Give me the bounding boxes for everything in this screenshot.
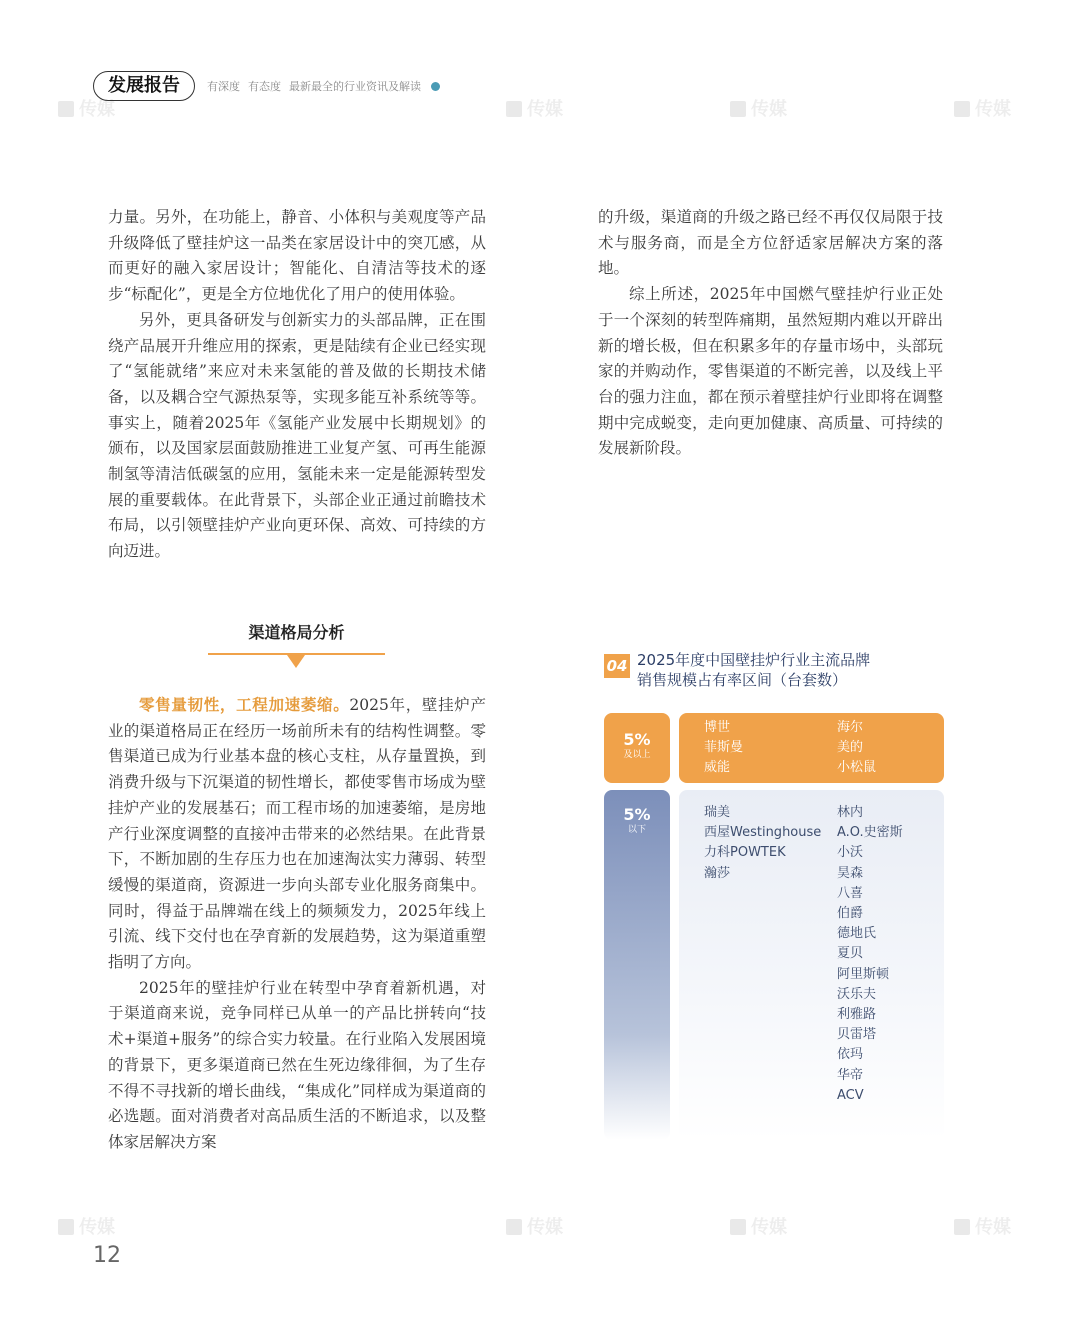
watermark: 传媒: [954, 1213, 1011, 1239]
paragraph: 的升级，渠道商的升级之路已经不再仅仅局限于技术与服务商，而是全方位舒适家居解决方案的落地。: [598, 208, 943, 278]
brand-name: 华帝: [837, 1067, 864, 1083]
brand-list-high-a: [704, 718, 743, 779]
page-number: 12: [93, 1243, 121, 1268]
brand-list-low-b: [837, 803, 903, 1106]
brand-name: 夏贝: [837, 946, 864, 962]
paragraph-body: 2025年，壁挂炉产业的渠道格局正在经历一场前所未有的结构性调整。零售渠道已成为行业基本盘的核心支柱，从存量置换，到消费升级与下沉渠道的韧性增长，都使零售市场成为壁挂炉产业的发展基石；而工程市场的加速萎缩，是房地产行业深度调整的直接冲击带来的必然结果。在此背景下，不断加剧的生存压力也在加速淘汰实力薄弱、转型缓慢的渠道商，资源进一步向头部专业化服务商集中。同时，得益于品牌端在线上的频频发力，2025年线上引流、线下交付也在孕育新的发展趋势，这为渠道重塑指明了方向。: [108, 696, 486, 972]
watermark-logo-icon: [58, 101, 74, 117]
brand-name: 瑞美: [704, 805, 731, 820]
tier-label-high: [604, 713, 670, 783]
header-dot-icon: [431, 82, 440, 91]
page-header: [93, 72, 440, 100]
brand-name: 德地氏: [837, 926, 877, 942]
paragraph: 2025年的壁挂炉行业在转型中孕育着新机遇，对于渠道商来说，竞争同样已从单一的产品比拼转向“技术+渠道+服务”的综合实力较量。在行业陷入发展困境的背景下，更多渠道商已然在生死边缘徘徊，为了生存不得不寻找新的增长曲线，“集成化”同样成为渠道商的必选题。面对消费者对高品质生活的不断追求，以及整体家居解决方案: [108, 978, 486, 1151]
tier-label-range: 以下: [627, 825, 646, 835]
header-tag: 有深度: [207, 80, 240, 93]
brand-name: 八喜: [837, 885, 864, 901]
watermark-logo-icon: [58, 1219, 74, 1235]
watermark: 传媒: [954, 95, 1011, 121]
brand-name: 依玛: [837, 1047, 864, 1063]
figure-title-line: 2025年度中国壁挂炉行业主流品牌: [637, 651, 871, 669]
paragraph: 综上所述，2025年中国燃气壁挂炉行业正处于一个深刻的转型阵痛期，虽然短期内难以开辟出新的增长极，但在积累多年的存量市场中，头部玩家的并购动作，零售渠道的不断完善，以及线上平台的强力注血，都在预示着壁挂炉行业即将在调整期中完成蜕变，走向更加健康、高质量、可持续的发展新阶段。: [598, 285, 943, 458]
brand-name: 伯爵: [837, 906, 864, 922]
section-arrow-icon: [287, 655, 305, 668]
tier-label-percent: 5%: [623, 730, 651, 749]
right-column: [598, 205, 943, 462]
figure-title-line: 销售规模占有率区间（台套数）: [637, 671, 848, 689]
left-column-top: [108, 205, 486, 565]
brand-name: 美的: [837, 740, 864, 756]
brand-name: 贝雷塔: [837, 1027, 877, 1043]
brand-name: 瀚莎: [704, 865, 731, 881]
paragraph: 另外，更具备研发与创新实力的头部品牌，正在围绕产品展开升维应用的探索，更是陆续有企业已经实现了“氢能就绪”来应对未来氢能的普及做的长期技术储备，以及耦合空气源热泵等，实现多能互补系统等等。事实上，随着2025年《氢能产业发展中长期规划》的颁布，以及国家层面鼓励推进工业复产氢、可再生能源制氢等清洁低碳氢的应用，氢能未来一定是能源转型发展的重要载体。在此背景下，头部企业正通过前瞻技术布局，以引领壁挂炉产业向更环保、高效、可持续的方向迈进。: [108, 310, 486, 561]
brand-name: 沃乐夫: [837, 986, 877, 1002]
brand-name: 小松鼠: [837, 760, 877, 776]
figure-title: [637, 650, 870, 690]
header-tags: [207, 78, 421, 94]
watermark: 传媒: [730, 1213, 787, 1239]
tier-label-low: [604, 790, 670, 1140]
header-title: 发展报告: [93, 71, 195, 101]
brand-name: 威能: [704, 760, 731, 776]
tier-label-range: 及以上: [623, 750, 651, 760]
header-tag: 有态度: [248, 80, 281, 93]
brand-name: 博世: [704, 720, 731, 735]
header-tag: 最新最全的行业资讯及解读: [289, 80, 421, 93]
watermark-logo-icon: [730, 1219, 746, 1235]
paragraph: [108, 692, 486, 976]
brand-name: 海尔: [837, 720, 864, 735]
watermark: 传媒: [58, 1213, 115, 1239]
section-title: 渠道格局分析: [248, 623, 345, 642]
watermark: 传媒: [58, 95, 115, 121]
brand-name: 林内: [837, 805, 864, 820]
watermark-logo-icon: [954, 1219, 970, 1235]
brand-list-high-b: [837, 718, 876, 779]
brand-list-low-a: [704, 803, 821, 884]
brand-name: 昊森: [837, 865, 864, 881]
brand-name: A.O.史密斯: [837, 825, 903, 841]
tier-label-percent: 5%: [623, 805, 651, 824]
brand-name: 菲斯曼: [704, 740, 744, 756]
brand-name: 小沃: [837, 845, 864, 861]
brand-name: ACV: [837, 1087, 864, 1103]
brand-name: 阿里斯顿: [837, 966, 890, 982]
paragraph-lead: 零售量韧性，工程加速萎缩。: [139, 695, 350, 714]
watermark: 传媒: [730, 95, 787, 121]
watermark: 传媒: [506, 95, 563, 121]
paragraph: 力量。另外，在功能上，静音、小体积与美观度等产品升级降低了壁挂炉这一品类在家居设计中的突兀感，从而更好的融入家居设计；智能化、自清洁等技术的逐步“标配化”，更是全方位地优化了用户的使用体验。: [108, 208, 486, 304]
brand-name: 利雅路: [837, 1007, 877, 1023]
brand-name: 西屋Westinghouse: [704, 825, 822, 841]
watermark-logo-icon: [954, 101, 970, 117]
watermark-logo-icon: [506, 1219, 522, 1235]
figure-number: 04: [604, 654, 630, 678]
watermark: 传媒: [506, 1213, 563, 1239]
brand-name: 力科POWTEK: [704, 845, 786, 861]
watermark-logo-icon: [506, 101, 522, 117]
watermark-logo-icon: [730, 101, 746, 117]
left-column-bottom: [108, 692, 486, 1156]
